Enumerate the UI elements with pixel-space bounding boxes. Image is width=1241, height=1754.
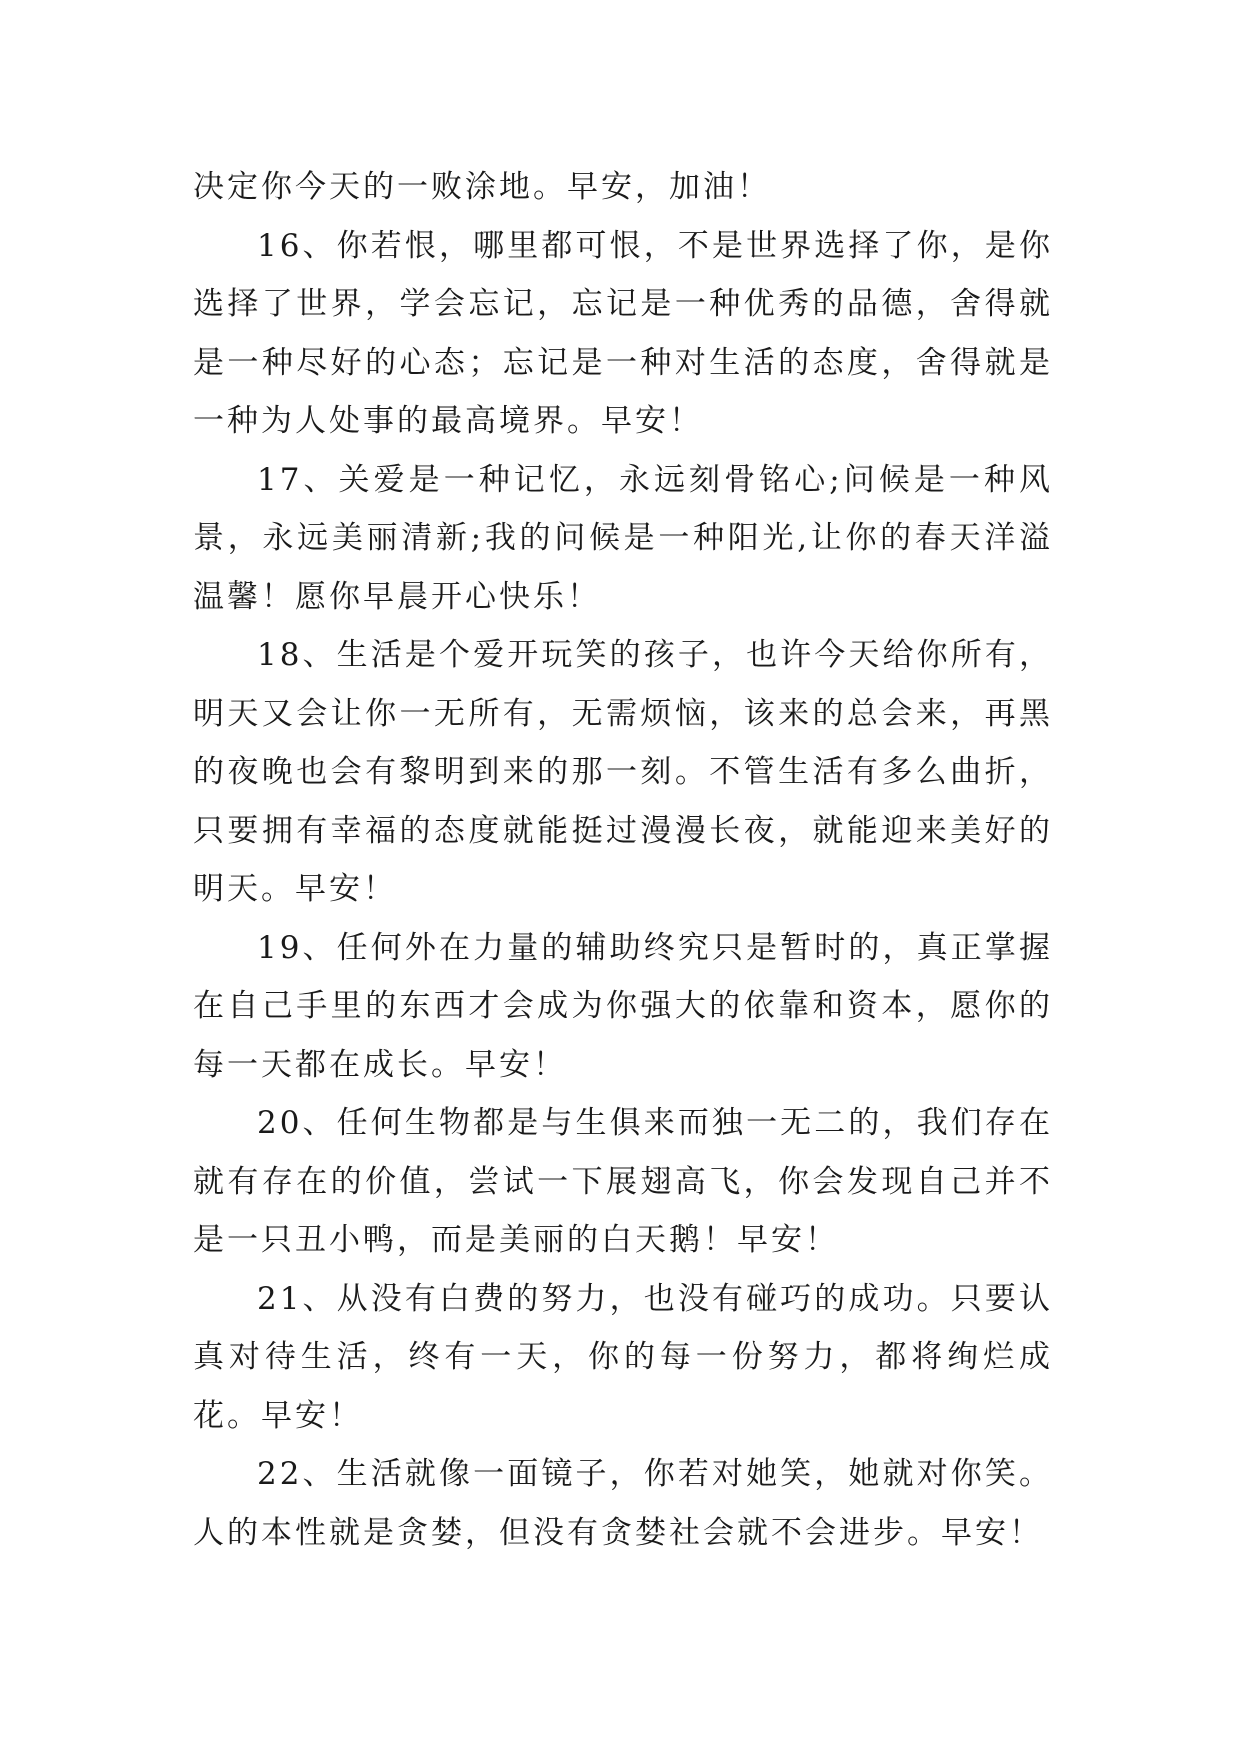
paragraph-20: 20、任何生物都是与生俱来而独一无二的，我们存在就有存在的价值，尝试一下展翅高飞，你会发现自己并不是一只丑小鸭，而是美丽的白天鹅！早安！	[193, 1105, 1053, 1258]
paragraph-16: 16、你若恨，哪里都可恨，不是世界选择了你，是你选择了世界，学会忘记，忘记是一种优秀的品德，舍得就是一种尽好的心态；忘记是一种对生活的态度，舍得就是一种为人处事的最高境界。早安！	[193, 227, 1053, 439]
paragraph-17: 17、关爱是一种记忆，永远刻骨铭心;问候是一种风景，永远美丽清新;我的问候是一种阳光,让你的春天洋溢温馨！愿你早晨开心快乐！	[193, 461, 1053, 615]
document-body	[193, 158, 1053, 1562]
paragraph-continued: 决定你今天的一败涂地。早安，加油！	[193, 169, 771, 205]
paragraph-21: 21、从没有白费的努力，也没有碰巧的成功。只要认真对待生活，终有一天，你的每一份努力，都将绚烂成花。早安！	[193, 1280, 1053, 1434]
paragraph-22: 22、生活就像一面镜子，你若对她笑，她就对你笑。人的本性就是贪婪，但没有贪婪社会就不会进步。早安！	[193, 1456, 1053, 1551]
paragraph-18: 18、生活是个爱开玩笑的孩子，也许今天给你所有，明天又会让你一无所有，无需烦恼，该来的总会来，再黑的夜晚也会有黎明到来的那一刻。不管生活有多么曲折，只要拥有幸福的态度就能挺过漫漫长夜，就能迎来美好的明天。早安！	[193, 637, 1053, 907]
paragraph-19: 19、任何外在力量的辅助终究只是暂时的，真正掌握在自己手里的东西才会成为你强大的依靠和资本，愿你的每一天都在成长。早安！	[193, 929, 1053, 1083]
